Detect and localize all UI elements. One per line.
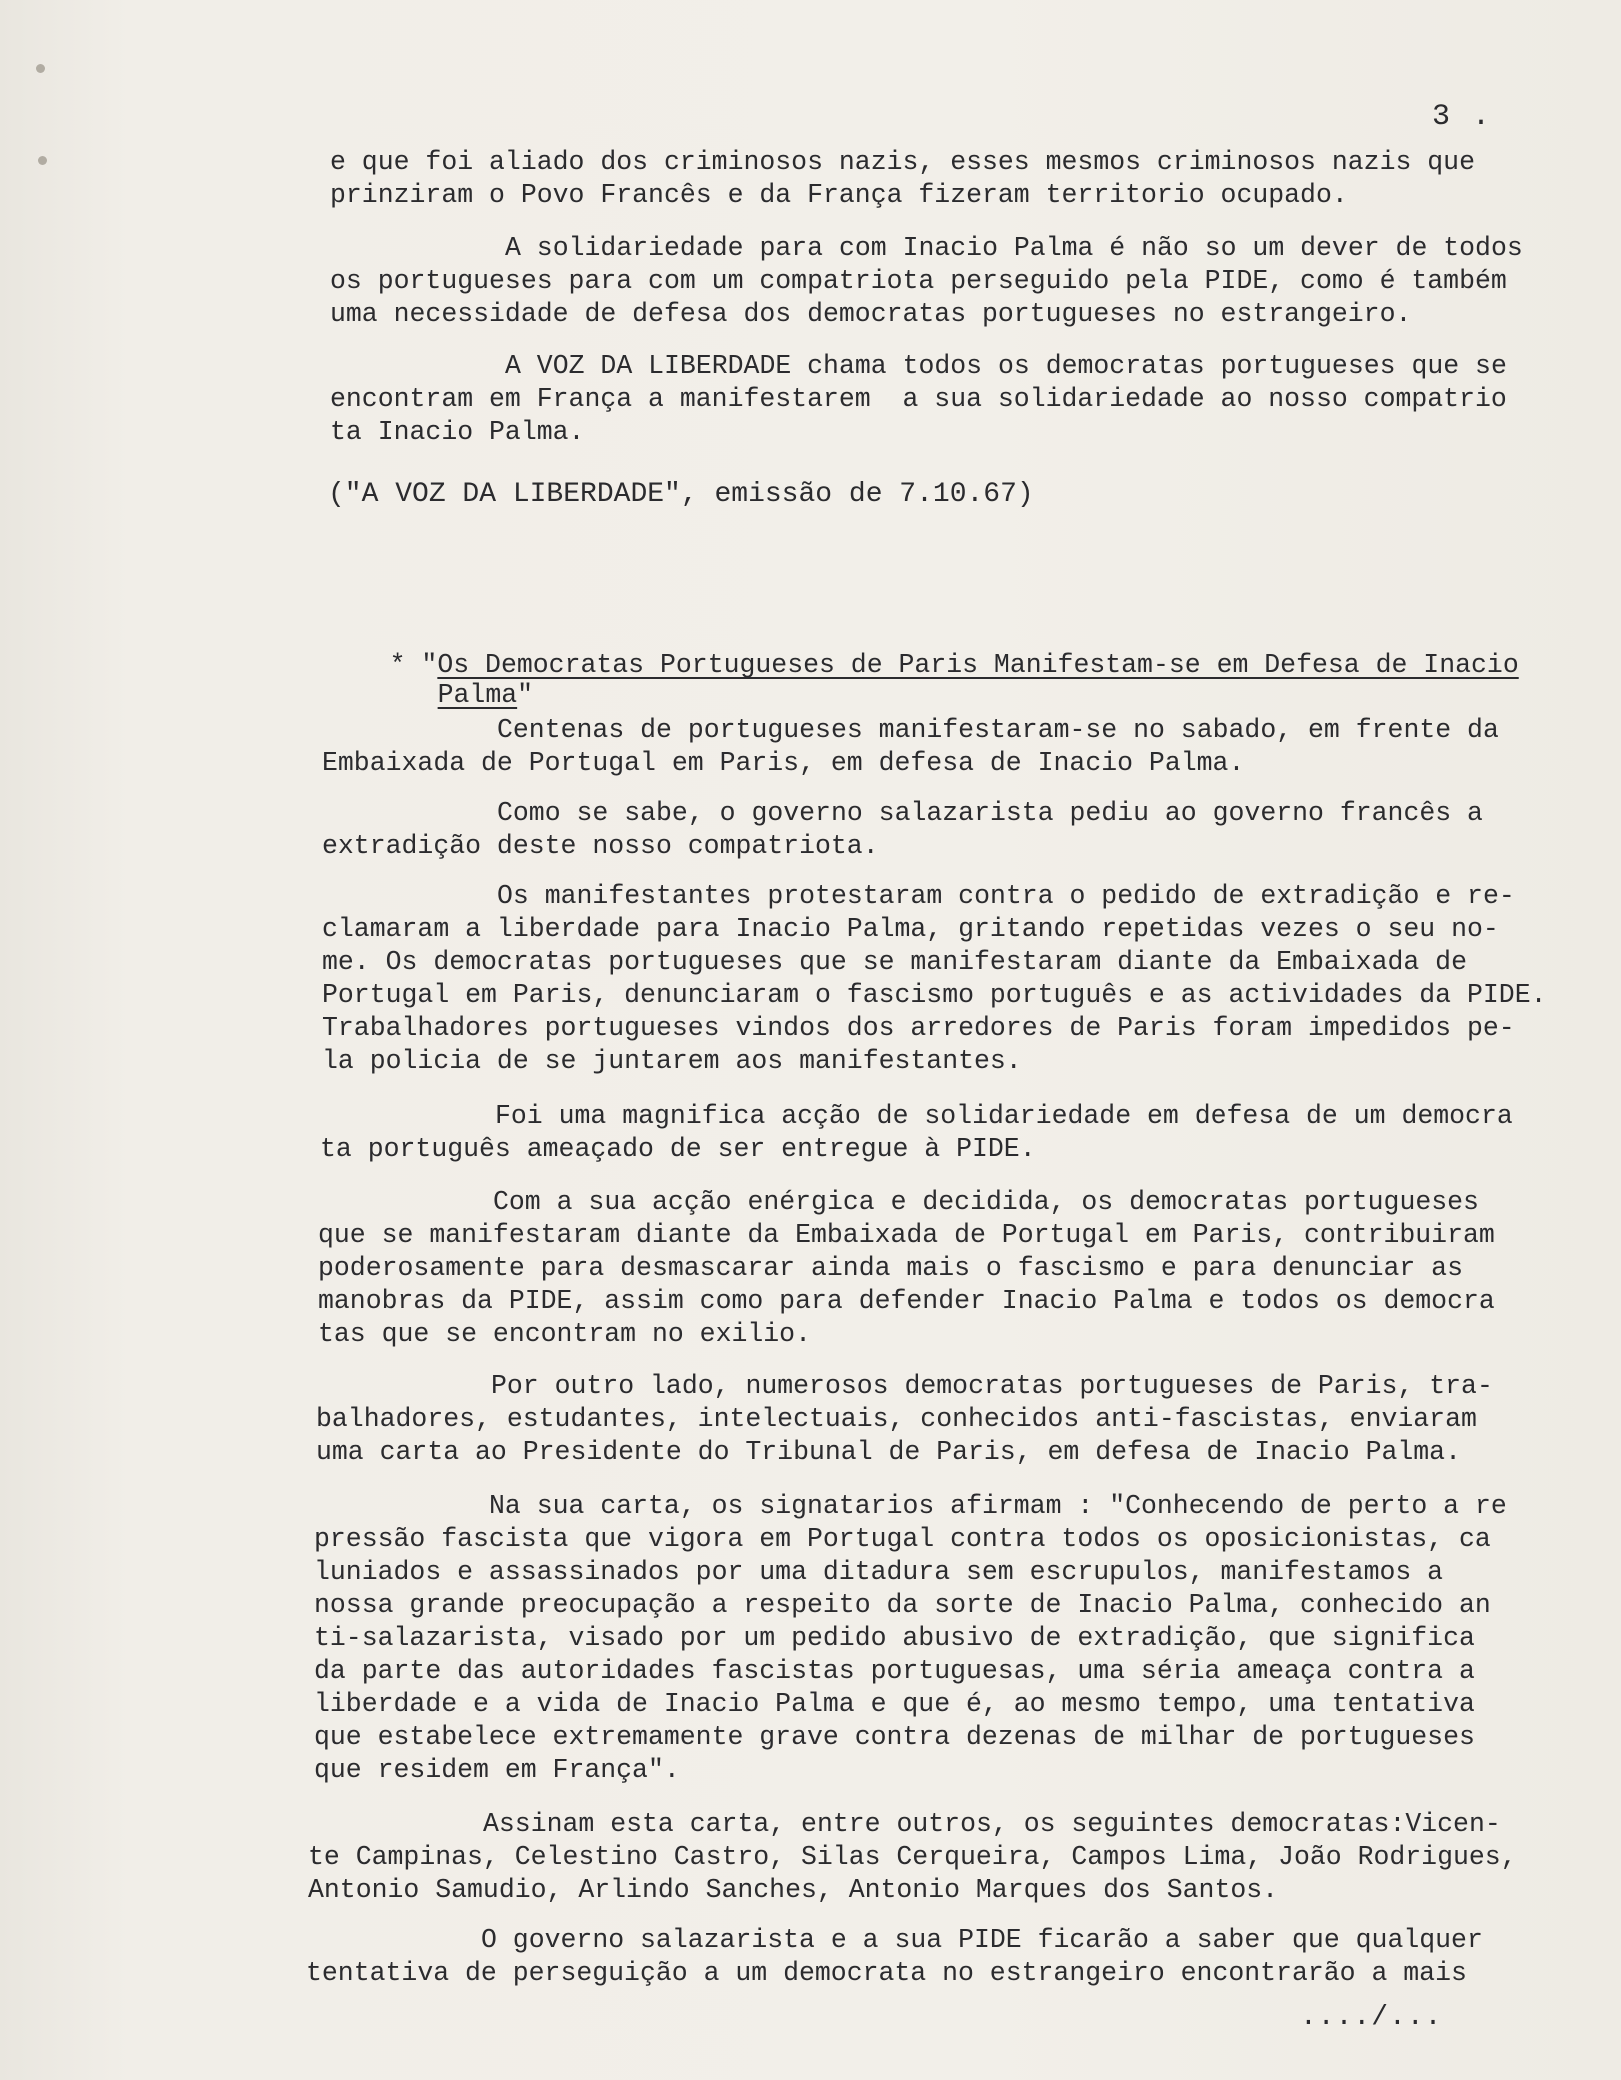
text-line: ti-salazarista, visado por um pedido abusivo de extradição, que significa bbox=[314, 1623, 1475, 1653]
page-number: 3 . bbox=[1432, 100, 1493, 134]
text-line: encontram em França a manifestarem a sua solidariedade ao nosso compatrio bbox=[330, 384, 1507, 414]
text-line: Centenas de portugueses manifestaram-se no sabado, em frente da bbox=[497, 715, 1499, 745]
text-line: Como se sabe, o governo salazarista pediu ao governo francês a bbox=[497, 798, 1483, 828]
article-paragraph-6 bbox=[316, 1370, 1506, 1469]
text-line: te Campinas, Celestino Castro, Silas Cerqueira, Campos Lima, João Rodrigues, bbox=[308, 1842, 1517, 1872]
text-line: O governo salazarista e a sua PIDE ficarão a saber que qualquer bbox=[481, 1925, 1483, 1955]
text-line: tentativa de perseguição a um democrata no estrangeiro encontrarão a mais bbox=[306, 1958, 1467, 1988]
article-paragraph-9 bbox=[306, 1924, 1496, 1990]
solidarity-paragraph bbox=[330, 232, 1523, 331]
title-line-1: Os Democratas Portugueses de Paris Manifestam-se em Defesa de Inacio bbox=[437, 650, 1519, 680]
text-line: os portugueses para com um compatriota perseguido pela PIDE, como é também bbox=[330, 266, 1507, 296]
article-paragraph-2 bbox=[322, 797, 1512, 863]
title-close-quote: " bbox=[517, 680, 534, 710]
punch-hole-mark bbox=[36, 64, 45, 73]
source-citation: ("A VOZ DA LIBERDADE", emissão de 7.10.67) bbox=[328, 479, 1034, 510]
text-line: Embaixada de Portugal em Paris, em defesa de Inacio Palma. bbox=[322, 748, 1245, 778]
article-paragraph-5 bbox=[318, 1186, 1508, 1351]
text-line: ta português ameaçado de ser entregue à PIDE. bbox=[320, 1134, 1036, 1164]
text-line: que estabelece extremamente grave contra dezenas de milhar de portugueses bbox=[314, 1722, 1475, 1752]
text-line: que residem em França". bbox=[314, 1755, 680, 1785]
text-line: balhadores, estudantes, intelectuais, conhecidos anti-fascistas, enviaram bbox=[316, 1404, 1477, 1434]
punch-hole-mark bbox=[38, 156, 47, 165]
article-paragraph-1 bbox=[322, 714, 1512, 780]
text-line: Na sua carta, os signatarios afirmam : "Conhecendo de perto a re bbox=[489, 1491, 1507, 1521]
text-line: me. Os democratas portugueses que se manifestaram diante da Embaixada de bbox=[322, 947, 1467, 977]
text-line: pressão fascista que vigora em Portugal contra todos os oposicionistas, ca bbox=[314, 1524, 1491, 1554]
call-paragraph bbox=[330, 350, 1520, 449]
text-line: A VOZ DA LIBERDADE chama todos os democratas portugueses que se bbox=[505, 351, 1507, 381]
intro-paragraph bbox=[330, 146, 1520, 212]
text-line: nossa grande preocupação a respeito da sorte de Inacio Palma, conhecido an bbox=[314, 1590, 1491, 1620]
continuation-mark: ..../... bbox=[1300, 2002, 1443, 2033]
text-line: Portugal em Paris, denunciaram o fascismo português e as actividades da PIDE. bbox=[322, 980, 1547, 1010]
article-paragraph-4 bbox=[320, 1100, 1513, 1166]
text-line: extradição deste nosso compatriota. bbox=[322, 831, 879, 861]
text-line: la policia de se juntarem aos manifestantes. bbox=[322, 1046, 1022, 1076]
article-paragraph-3 bbox=[322, 880, 1547, 1078]
text-line: ta Inacio Palma. bbox=[330, 417, 585, 447]
text-line: A solidariedade para com Inacio Palma é não so um dever de todos bbox=[505, 233, 1523, 263]
text-line: Antonio Samudio, Arlindo Sanches, Antonio Marques dos Santos. bbox=[308, 1875, 1279, 1905]
text-line: uma necessidade de defesa dos democratas portugueses no estrangeiro. bbox=[330, 299, 1412, 329]
text-line: Trabalhadores portugueses vindos dos arredores de Paris foram impedidos pe- bbox=[322, 1013, 1515, 1043]
text-line: luniados e assassinados por uma ditadura sem escrupulos, manifestamos a bbox=[314, 1557, 1444, 1587]
title-marker: * " bbox=[389, 650, 438, 680]
text-line: Por outro lado, numerosos democratas portugueses de Paris, tra- bbox=[491, 1371, 1493, 1401]
text-line: Os manifestantes protestaram contra o pedido de extradição e re- bbox=[497, 881, 1515, 911]
text-line: Foi uma magnifica acção de solidariedade em defesa de um democra bbox=[495, 1101, 1513, 1131]
text-line: poderosamente para desmascarar ainda mais o fascismo e para denunciar as bbox=[318, 1253, 1463, 1283]
text-line: liberdade e a vida de Inacio Palma e que é, ao mesmo tempo, uma tentativa bbox=[314, 1689, 1475, 1719]
text-line: tas que se encontram no exilio. bbox=[318, 1319, 811, 1349]
article-paragraph-7 bbox=[314, 1490, 1507, 1787]
text-line: que se manifestaram diante da Embaixada de Portugal em Paris, contribuiram bbox=[318, 1220, 1495, 1250]
text-line: da parte das autoridades fascistas portuguesas, uma séria ameaça contra a bbox=[314, 1656, 1475, 1686]
text-line: prinziram o Povo Francês e da França fizeram territorio ocupado. bbox=[330, 180, 1348, 210]
text-line: Com a sua acção enérgica e decidida, os democratas portugueses bbox=[493, 1187, 1479, 1217]
text-line: clamaram a liberdade para Inacio Palma, gritando repetidas vezes o seu no- bbox=[322, 914, 1499, 944]
text-line: manobras da PIDE, assim como para defender Inacio Palma e todos os democra bbox=[318, 1286, 1495, 1316]
title-line-2: Palma bbox=[437, 680, 518, 710]
article-paragraph-8 bbox=[308, 1808, 1517, 1907]
text-line: e que foi aliado dos criminosos nazis, esses mesmos criminosos nazis que bbox=[330, 147, 1475, 177]
text-line: uma carta ao Presidente do Tribunal de Paris, em defesa de Inacio Palma. bbox=[316, 1437, 1461, 1467]
text-line: Assinam esta carta, entre outros, os seguintes democratas:Vicen- bbox=[483, 1809, 1501, 1839]
